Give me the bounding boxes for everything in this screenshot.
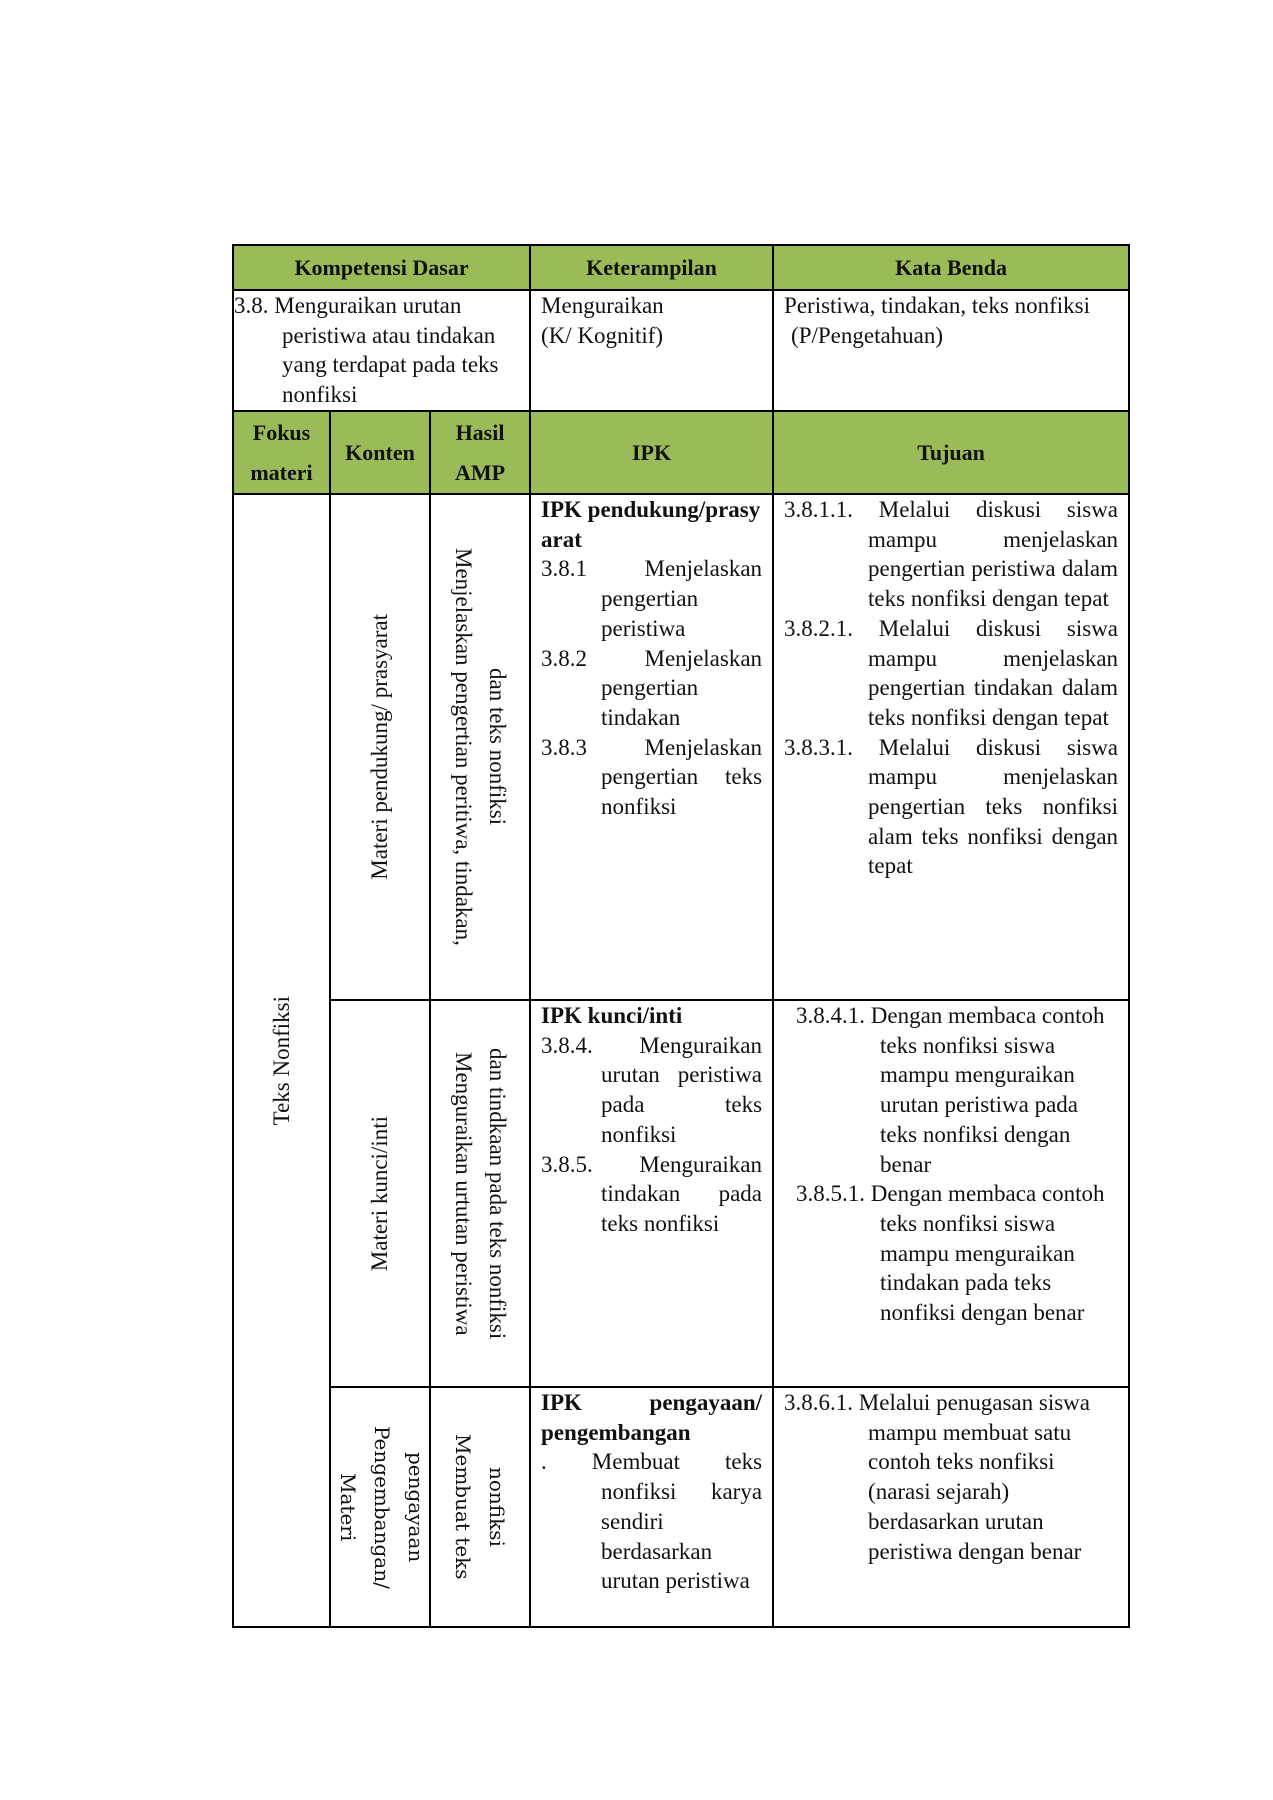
kd-table	[232, 244, 1130, 1628]
header-ipk: IPK	[530, 411, 773, 494]
amp-text-1: Membuat teks	[451, 1434, 476, 1580]
amp-text-2: dan tindkaan pada teks nonfiksi	[485, 1047, 511, 1340]
kata-benda-cell	[773, 290, 1129, 411]
header-konten: Konten	[330, 411, 430, 494]
ipk-title: IPK pengayaan/ pengembangan	[541, 1390, 763, 1445]
header-kata-benda: Kata Benda	[773, 245, 1129, 290]
kd-text: 3.8. Menguraikan urutan peristiwa atau tindakan yang terdapat pada teks nonfiksi	[233, 290, 530, 411]
header-hasil-amp	[430, 411, 530, 494]
ipk-item: 3.8.4. Menguraikan urutan peristiwa pada teks nonfiksi	[541, 1032, 763, 1147]
amp-text-1: Menguraikan urtutan peristiwa	[451, 1051, 477, 1336]
ipk-item: 3.8.2 Menjelaskan pengertian tindakan	[541, 645, 763, 730]
header-keterampilan: Keterampilan	[530, 245, 773, 290]
konten-cell	[330, 1387, 430, 1627]
fokus-materi-text: Teks Nonfiksi	[268, 995, 294, 1126]
amp-text-1: Menjelaskan pengertian peritiwa, tindakan,	[451, 548, 477, 946]
ipk-item: 3.8.1 Menjelaskan pengertian peristiwa	[541, 556, 763, 641]
ipk-item: . Membuat teks nonfiksi karya sendiri berdasarkan urutan peristiwa	[541, 1449, 763, 1594]
konten-cell	[330, 1000, 430, 1387]
fokus-materi-cell	[233, 494, 330, 1627]
ipk-item: 3.8.3 Menjelaskan pengertian teks nonfiksi	[541, 734, 763, 820]
tujuan-item: 3.8.6.1. Melalui penugasan siswa mampu membuat satu contoh teks nonfiksi (narasi sejarah) berdasarkan urutan peristiwa dengan benar	[784, 1390, 1091, 1564]
keterampilan-type: (K/ Kognitif)	[541, 322, 664, 348]
kata-benda-type: (P/Pengetahuan)	[791, 322, 944, 348]
fokus-label-2: materi	[250, 459, 313, 485]
keterampilan-cell	[530, 290, 773, 411]
ipk-item: 3.8.5. Menguraikan tindakan pada teks nonfiksi	[541, 1151, 763, 1236]
konten-text: Materi pendukung/ prasyarat	[367, 614, 392, 880]
ipk-title: IPK pendukung/prasyarat	[541, 497, 761, 552]
hasil-label-2: AMP	[454, 459, 506, 485]
amp-text-2: dan teks nonfiksi	[485, 668, 511, 826]
amp-cell	[430, 494, 530, 1000]
ipk-cell	[530, 1387, 773, 1627]
konten-text-2: Pengembangan/	[370, 1425, 394, 1589]
konten-text: Materi kunci/inti	[367, 1115, 392, 1272]
tujuan-item: 3.8.2.1. Melalui diskusi siswa mampu menjelaskan pengertian tindakan dalam teks nonfiksi dengan tepat	[784, 615, 1119, 730]
konten-cell	[330, 494, 430, 1000]
ipk-title: IPK kunci/inti	[541, 1003, 683, 1028]
amp-cell	[430, 1000, 530, 1387]
ipk-cell	[530, 494, 773, 1000]
kata-benda-text: Peristiwa, tindakan, teks nonfiksi	[784, 293, 1091, 318]
tujuan-item: 3.8.5.1. Dengan membaca contoh teks nonfiksi siswa mampu menguraikan tindakan pada teks nonfiksi dengan benar	[796, 1181, 1105, 1326]
konten-text-1: Materi	[336, 1472, 360, 1542]
tujuan-item: 3.8.1.1. Melalui diskusi siswa mampu menjelaskan pengertian peristiwa dalam teks nonfiksi dengan tepat	[784, 497, 1119, 612]
keterampilan-verb: Menguraikan	[541, 293, 664, 318]
hasil-label-1: Hasil	[455, 419, 505, 445]
header-fokus-materi	[233, 411, 330, 494]
tujuan-item: 3.8.4.1. Dengan membaca contoh teks nonfiksi siswa mampu menguraikan urutan peristiwa pada teks nonfiksi dengan benar	[796, 1003, 1105, 1177]
ipk-cell	[530, 1000, 773, 1387]
fokus-label-1: Fokus	[252, 419, 311, 445]
tujuan-item: 3.8.3.1. Melalui diskusi siswa mampu menjelaskan pengertian teks nonfiksi alam teks nonfiksi dengan tepat	[784, 734, 1119, 879]
tujuan-cell	[773, 1000, 1129, 1387]
header-kompetensi-dasar: Kompetensi Dasar	[233, 245, 530, 290]
konten-text-3: pengayaan	[404, 1451, 428, 1563]
header-tujuan: Tujuan	[773, 411, 1129, 494]
amp-cell	[430, 1387, 530, 1627]
tujuan-cell	[773, 1387, 1129, 1627]
tujuan-cell	[773, 494, 1129, 1000]
amp-text-2: nonfiksi	[485, 1467, 510, 1547]
